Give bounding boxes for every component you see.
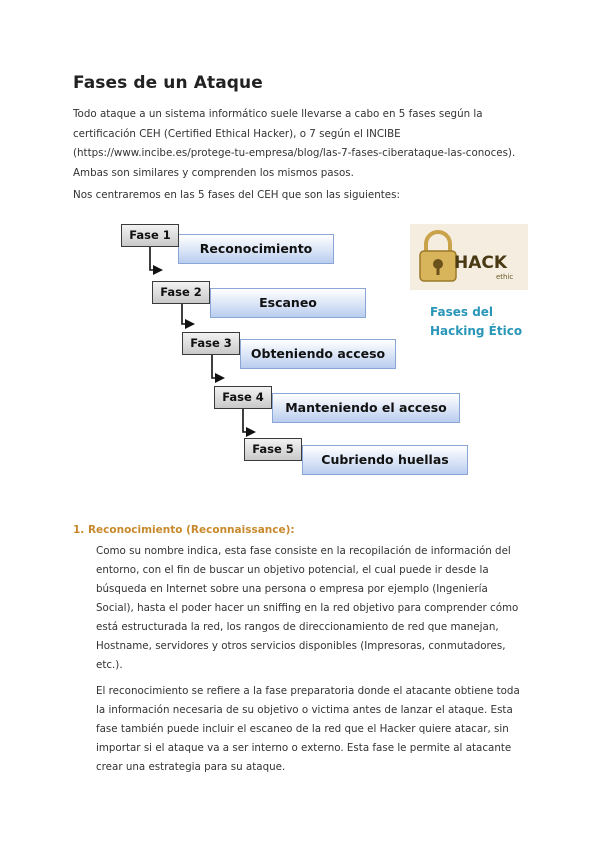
diagram-caption bbox=[430, 303, 540, 341]
phase-3-bar: Obteniendo acceso bbox=[240, 339, 396, 369]
diagram-caption-line1: Fases del bbox=[430, 305, 494, 319]
phase-2-bar: Escaneo bbox=[210, 288, 366, 318]
phase-4-box: Fase 4 bbox=[214, 386, 272, 409]
intro-paragraph: Todo ataque a un sistema informático suele llevarse a cabo en 5 fases según la certificación CEH (Certified Ethical Hacker), o 7 según el INCIBE (https://www.incibe.es/protege-tu-empresa/blog/las-7-fases-ciberataque-las-conoces). Ambas son similares y comprenden los mismos pasos. bbox=[73, 108, 516, 179]
padlock-logo-icon bbox=[410, 224, 528, 290]
phase-1-box: Fase 1 bbox=[121, 224, 179, 247]
arrowhead-1 bbox=[153, 265, 163, 275]
phase-2-box: Fase 2 bbox=[152, 281, 210, 304]
lead-paragraph: Nos centraremos en las 5 fases del CEH que son las siguientes: bbox=[73, 189, 400, 201]
arrowhead-4 bbox=[246, 427, 256, 437]
phase-3-box: Fase 3 bbox=[182, 332, 240, 355]
section-paragraph-1: Como su nombre indica, esta fase consiste en la recopilación de información del entorno, con el fin de buscar un objetivo potencial, el cual puede ir desde la búsqueda en Internet sobre una persona o empresa por ejemplo (Ingeniería Social), hasta el poder hacer un sniffing en la red objetivo para comprender cómo está estructurada la red, los rangos de direccionamiento de red que manejan, Hostname, servidores y otros servicios disponibles (Impresoras, conmutadores, etc.). bbox=[96, 545, 519, 671]
phase-5-bar: Cubriendo huellas bbox=[302, 445, 468, 475]
hack-logo bbox=[410, 224, 528, 290]
logo-subtext: ethic bbox=[496, 273, 514, 281]
phase-4-bar: Manteniendo el acceso bbox=[272, 393, 460, 423]
section-paragraph-2: El reconocimiento se refiere a la fase preparatoria donde el atacante obtiene toda la información necesaria de su objetivo o victima antes de lanzar el ataque. Esta fase también puede incluir el escaneo de la red que el Hacker quiere atacar, sin importar si el ataque va a ser interno o externo. Esta fase le permite al atacante crear una estrategia para su ataque. bbox=[96, 685, 520, 773]
arrowhead-3 bbox=[215, 373, 225, 383]
arrowhead-2 bbox=[185, 319, 195, 329]
logo-text: HACK bbox=[454, 253, 508, 273]
phase-5-box: Fase 5 bbox=[244, 438, 302, 461]
phase-1-bar: Reconocimiento bbox=[178, 234, 334, 264]
diagram-caption-line2: Hacking Ético bbox=[430, 324, 523, 338]
section-heading: 1. Reconocimiento (Reconnaissance): bbox=[73, 524, 295, 536]
page-title: Fases de un Ataque bbox=[73, 73, 263, 93]
